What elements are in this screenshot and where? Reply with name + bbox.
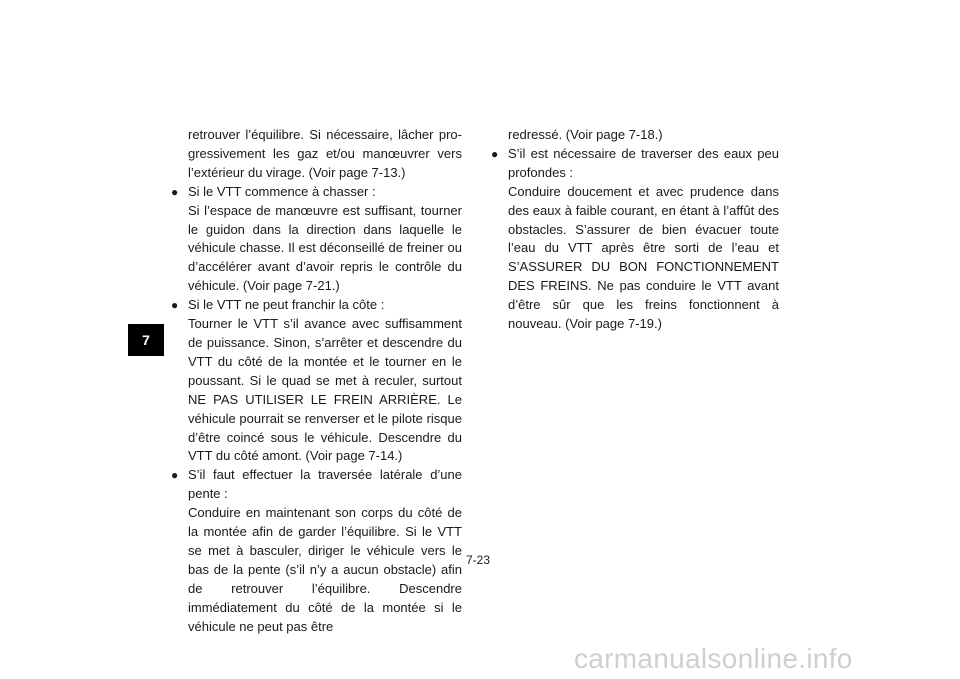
item-lead: S’il est nécessaire de traverser des eaux peu profondes : (508, 145, 779, 180)
left-column (171, 126, 462, 636)
chapter-tab (128, 324, 164, 356)
list-item (171, 183, 462, 296)
right-continuation-text: redressé. (Voir page 7-18.) (508, 127, 663, 142)
item-lead: S’il faut effectuer la traversée latérale d’une pente : (188, 467, 462, 502)
item-lead: Si le VTT commence à chasser : (188, 183, 376, 199)
page-number: 7-23 (466, 553, 491, 567)
item-body: Si l’espace de manœuvre est suffisant, tourner le guidon dans la direction dans laquelle le véhicule chasse. Il est déconseillé de freiner ou d’accélérer avant d’avoir repris le contrôle du véhicule. (Voir page 7-21.) (188, 202, 462, 294)
item-body: Conduire doucement et avec prudence dans des eaux à faible courant, en étant à l’affût des obstacles. S’assurer de bien évacuer toute l’eau du VTT après être sorti de l’eau et S’ASSURER DU BON FONCTIONNEMENT DES FREINS. Ne pas conduire le VTT avant d’être sûr que les freins fonctionnent à nouveau. (Voir page 7-19.) (508, 183, 779, 332)
watermark-text[interactable]: carmanualsonline.info (574, 643, 853, 674)
item-lead: Si le VTT ne peut franchir la côte : (188, 297, 385, 313)
bullet-icon: ● (491, 146, 499, 161)
chapter-number: 7 (142, 332, 150, 348)
list-item (171, 466, 462, 636)
right-column (491, 126, 779, 334)
item-body: Tourner le VTT s’il avance avec suffisamment de puissance. Sinon, s’arrêter et descendre du VTT du côté de la montée et le tourner en le poussant. Si le quad se met à reculer, surtout NE PAS UTILISER LE FREIN ARRIÈRE. Le véhicule pourrait se renverser et le pilote risque d’être coincé sous le véhicule. Descendre du VTT du côté amont. (Voir page 7-14.) (188, 316, 462, 464)
bullet-icon: ● (171, 468, 179, 483)
list-item (171, 296, 462, 466)
left-continuation-text: retrouver l’équilibre. Si nécessaire, lâcher progressivement les gaz et/ou manœuvrer vers l’extérieur du virage. (Voir page 7-13.) (188, 127, 462, 180)
item-body: Conduire en maintenant son corps du côté de la montée afin de garder l’équilibre. Si le VTT se met à basculer, diriger le véhicule vers le bas de la pente (s’il n’y a aucun obstacle) afin de retrouver l’équilibre. Descendre immédiatement du côté de la montée si le véhicule ne peut pas être (188, 505, 462, 634)
list-item (491, 145, 779, 334)
bullet-icon: ● (171, 184, 179, 199)
bullet-icon: ● (171, 298, 179, 313)
